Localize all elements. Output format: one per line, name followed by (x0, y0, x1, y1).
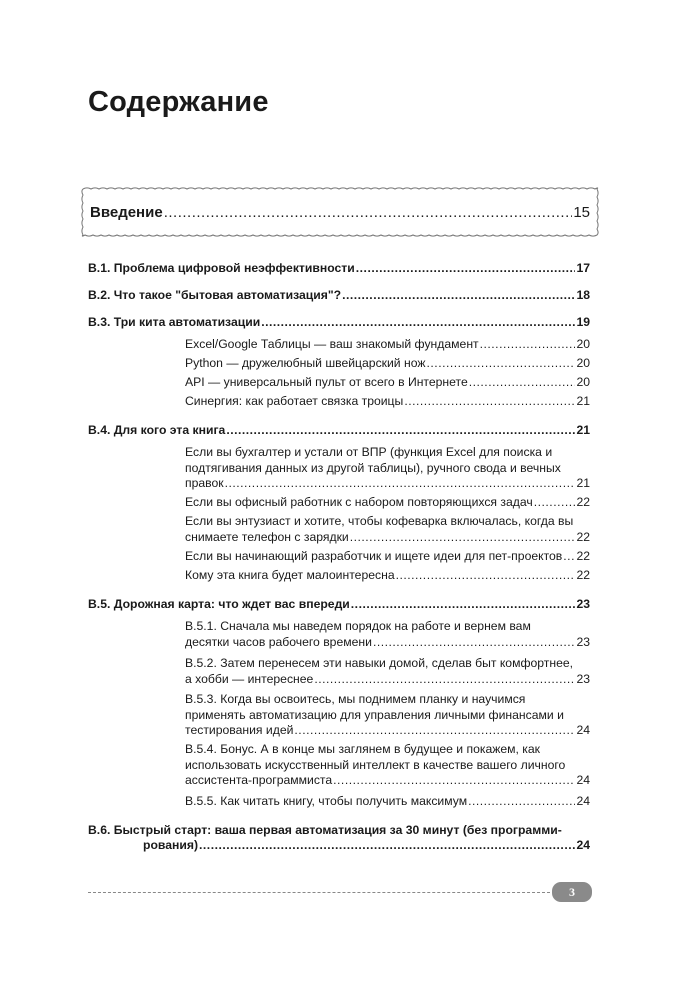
subsection-page: 20 (576, 356, 590, 370)
toc-subsection[interactable] (185, 549, 590, 565)
toc-subsection[interactable] (185, 514, 590, 545)
subsection-line: В.5.1. Сначала мы наведем порядок на работе и вернем вам (185, 619, 531, 633)
toc-section[interactable] (88, 288, 590, 303)
subsection-page: 22 (576, 529, 590, 544)
toc-subsection[interactable] (185, 495, 590, 511)
toc-subsection[interactable] (185, 619, 590, 650)
section-page: 23 (576, 597, 590, 611)
subsection-page: 21 (576, 394, 590, 408)
section-page: 19 (576, 315, 590, 329)
subsection-title: тестирования идей (185, 723, 294, 737)
section-page: 18 (576, 288, 590, 302)
section-title: В.5. Дорожная карта: что ждет вас впереди (88, 597, 350, 611)
subsection-page: 23 (576, 634, 590, 649)
subsection-title: снимаете телефон с зарядки (185, 529, 349, 544)
toc-section[interactable] (88, 597, 590, 612)
section-page: 24 (576, 838, 590, 852)
page-title: Содержание (88, 86, 269, 118)
section-title-line1: В.6. Быстрый старт: ваша первая автоматизация за 30 минут (без программи- (88, 823, 562, 837)
leader-dots (427, 356, 576, 372)
section-title: В.3. Три кита автоматизации (88, 315, 261, 329)
leader-dots (356, 261, 576, 276)
subsection-page: 21 (576, 476, 590, 490)
subsection-line: В.5.3. Когда вы освоитесь, мы поднимем планку и научимся (185, 692, 526, 706)
subsection-title: Python — дружелюбный швейцарский нож (185, 356, 426, 370)
chapter-page: 15 (573, 204, 590, 221)
leader-dots (199, 838, 575, 853)
toc-section[interactable] (88, 315, 590, 330)
section-title: В.4. Для кого эта книга (88, 423, 226, 437)
page-number-badge: 3 (552, 882, 592, 902)
subsection-line: подтягивания данных из другой таблицы), ручного свода и вечных (185, 460, 561, 475)
toc-subsection[interactable] (185, 356, 590, 372)
subsection-page: 24 (576, 794, 590, 808)
subsection-title: Excel/Google Таблицы — ваш знакомый фундамент (185, 337, 479, 351)
leader-dots (333, 773, 575, 789)
subsection-page: 22 (576, 568, 590, 582)
toc-subsection[interactable] (185, 394, 590, 410)
subsection-page: 24 (576, 773, 590, 787)
leader-dots (468, 794, 575, 810)
leader-dots (350, 530, 576, 546)
subsection-title: правок (185, 476, 224, 490)
section-title: В.2. Что такое "бытовая автоматизация"? (88, 288, 342, 302)
subsection-line: Если вы энтузиаст и хотите, чтобы кофеварка включалась, когда вы (185, 514, 574, 528)
toc-subsection[interactable] (185, 692, 590, 739)
leader-dots (164, 204, 573, 221)
leader-dots (261, 315, 575, 330)
leader-dots (396, 568, 576, 584)
subsection-title: а хобби — интереснее (185, 671, 314, 686)
subsection-page: 22 (576, 495, 590, 509)
toc-subsection[interactable] (185, 375, 590, 391)
subsection-page: 20 (576, 375, 590, 389)
chapter-title: Введение (90, 204, 163, 221)
subsection-title: десятки часов рабочего времени (185, 634, 372, 649)
subsection-page: 23 (576, 671, 590, 686)
leader-dots (373, 635, 576, 651)
subsection-title: ассистента-программиста (185, 773, 333, 787)
toc-subsection[interactable] (185, 794, 590, 810)
toc-subsection[interactable] (185, 656, 590, 687)
subsection-page: 22 (576, 549, 590, 563)
toc-subsection[interactable] (185, 568, 590, 584)
subsection-page: 20 (576, 337, 590, 351)
leader-dots (404, 394, 575, 410)
section-title-line2: рования) (143, 838, 199, 852)
leader-dots (226, 423, 575, 438)
leader-dots (225, 476, 576, 492)
subsection-title: Если вы начинающий разработчик и ищете идеи для пет-проектов (185, 549, 563, 563)
subsection-line: использовать искусственный интеллект в качестве вашего личного (185, 757, 566, 772)
leader-dots (563, 549, 575, 565)
leader-dots (294, 723, 575, 739)
section-page: 17 (576, 261, 590, 275)
subsection-page: 24 (576, 723, 590, 737)
subsection-title: Кому эта книга будет малоинтересна (185, 568, 395, 582)
leader-dots (351, 597, 576, 612)
toc-section[interactable] (88, 823, 590, 853)
leader-dots (534, 495, 576, 511)
footer-divider (88, 892, 550, 893)
section-title: В.1. Проблема цифровой неэффективности (88, 261, 355, 275)
toc-section[interactable] (88, 261, 590, 276)
subsection-title: Если вы офисный работник с набором повторяющихся задач (185, 495, 533, 509)
toc-subsection[interactable] (185, 742, 590, 789)
subsection-title: Синергия: как работает связка троицы (185, 394, 404, 408)
toc-subsection[interactable] (185, 445, 590, 492)
chapter-entry[interactable] (80, 185, 600, 241)
subsection-line: Если вы бухгалтер и устали от ВПР (функция Excel для поиска и (185, 445, 553, 459)
leader-dots (469, 375, 576, 391)
toc-section[interactable] (88, 423, 590, 438)
leader-dots (342, 288, 575, 303)
subsection-line: В.5.2. Затем перенесем эти навыки домой, сделав быт комфортнее, (185, 656, 574, 670)
subsection-title: API — универсальный пульт от всего в Интернете (185, 375, 468, 389)
subsection-line: применять автоматизацию для управления личными финансами и (185, 707, 564, 722)
leader-dots (480, 337, 576, 353)
subsection-title: В.5.5. Как читать книгу, чтобы получить максимум (185, 794, 468, 808)
subsection-line: В.5.4. Бонус. А в конце мы заглянем в будущее и покажем, как (185, 742, 541, 756)
toc-subsection[interactable] (185, 337, 590, 353)
leader-dots (314, 672, 575, 688)
section-page: 21 (576, 423, 590, 437)
